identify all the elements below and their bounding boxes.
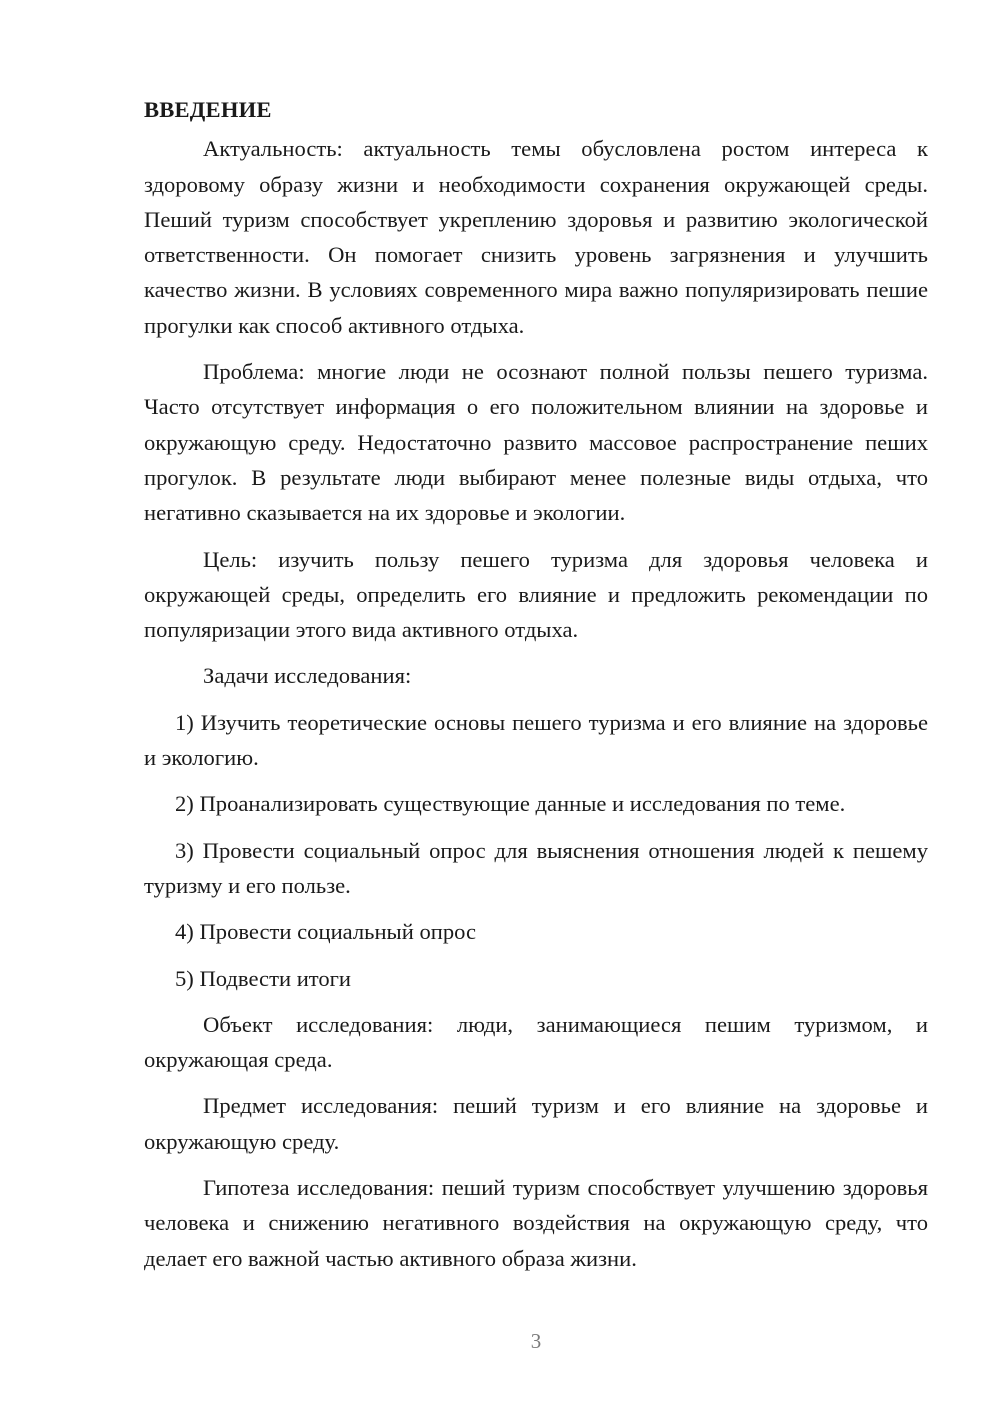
tasks-heading: Задачи исследования: (203, 663, 412, 689)
task-item-4: 4) Провести социальный опрос (175, 919, 477, 945)
page-number: 3 (530, 1329, 542, 1353)
task-item-2: 2) Проанализировать существующие данные и исследования по теме. (175, 791, 846, 817)
task-item-1: 1) Изучить теоретические основы пешего туризма и его влияние на здоровье и экологию. (144, 709, 928, 771)
object-paragraph: Объект исследования: люди, занимающиеся пешим туризмом, и окружающая среда. (144, 1011, 928, 1073)
document-page (144, 92, 928, 1276)
task-item-5: 5) Подвести итоги (175, 965, 352, 991)
subject-paragraph: Предмет исследования: пеший туризм и его влияние на здоровье и окружающую среду. (144, 1093, 928, 1154)
goal-paragraph: Цель: изучить пользу пешего туризма для здоровья человека и окружающей среды, определить его влияние и предложить рекомендации по популяризации этого вида активного отдыха. (144, 546, 928, 643)
relevance-paragraph: Актуальность: актуальность темы обусловлена ростом интереса к здоровому образу жизни и необходимости сохранения окружающей среды. Пеший туризм способствует укреплению здоровья и развитию экологической ответственности. Он помогает снизить уровень загрязнения и улучшить качество жизни. В условиях современного мира важно популяризировать пешие прогулки как способ активного отдыха. (144, 136, 928, 338)
task-item-3: 3) Провести социальный опрос для выяснения отношения людей к пешему туризму и его пользе. (144, 837, 928, 898)
hypothesis-paragraph: Гипотеза исследования: пеший туризм способствует улучшению здоровья человека и снижению негативного воздействия на окружающую среду, что делает его важной частью активного образа жизни. (144, 1175, 928, 1271)
document-title: ВВЕДЕНИЕ (144, 97, 272, 122)
problem-paragraph: Проблема: многие люди не осознают полной пользы пешего туризма. Часто отсутствует информация о его положительном влиянии на здоровье и окружающую среду. Недостаточно развито массовое распространение пеших прогулок. В результате люди выбирают менее полезные виды отдыха, что негативно сказывается на их здоровье и экологии. (144, 359, 928, 526)
